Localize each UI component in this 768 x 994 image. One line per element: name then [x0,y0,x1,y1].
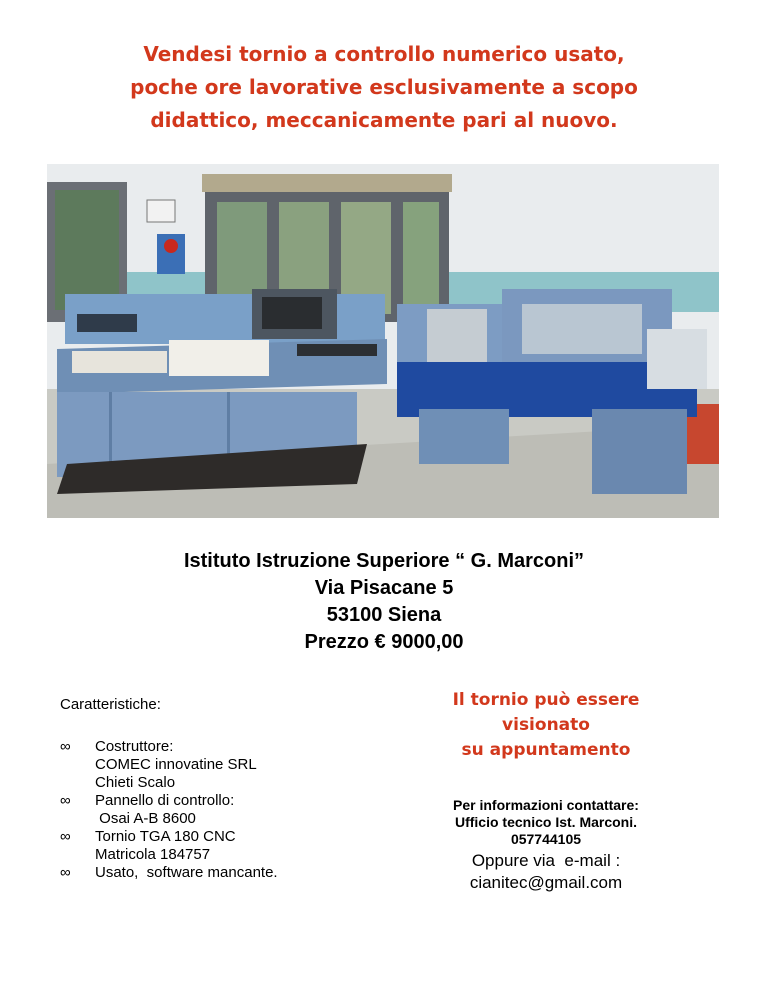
lathe-photo [47,164,719,518]
contact-intro: Per informazioni contattare: [453,797,639,813]
infinity-bullet-icon: ∞ [60,828,71,845]
specs-list [60,738,360,882]
spec-line: Chieti Scalo [95,774,176,791]
spec-line: Osai A-B 8600 [95,810,196,827]
viewing-notice [396,688,696,763]
infinity-bullet-icon: ∞ [60,864,71,881]
ad-headline [60,38,708,137]
viewing-line: su appuntamento [461,740,631,760]
list-item [60,828,360,864]
spec-line: COMEC innovatine SRL [95,756,257,773]
infinity-bullet-icon: ∞ [60,738,71,755]
specs-title: Caratteristiche: [60,696,161,713]
contact-phone: 057744105 [510,831,582,847]
spec-line: Tornio TGA 180 CNC [95,828,236,845]
list-item [60,738,360,792]
contact-email[interactable]: cianitec@gmail.com [469,873,623,892]
spec-line: Pannello di controllo: [95,792,235,809]
price: Prezzo € 9000,00 [304,631,464,653]
address-block [100,548,668,656]
list-item [60,864,360,882]
infinity-bullet-icon: ∞ [60,792,71,809]
headline-line: Vendesi tornio a controllo numerico usato, [143,42,625,66]
spec-line: Matricola 184757 [95,846,211,863]
contact-column [396,688,696,894]
viewing-line: visionato [502,715,590,735]
spec-line: Usato, software mancante. [95,864,278,881]
headline-line: poche ore lavorative esclusivamente a scopo [130,75,638,99]
spec-line: Costruttore: [95,738,174,755]
contact-alt-label: Oppure via e-mail : [471,851,621,870]
headline-line: didattico, meccanicamente pari al nuovo. [150,108,618,132]
contact-details [396,797,696,848]
contact-office: Ufficio tecnico Ist. Marconi. [454,814,638,830]
institute-name: Istituto Istruzione Superiore “ G. Marconi” [183,550,585,572]
contact-email-block [396,850,696,894]
street-address: Via Pisacane 5 [314,577,454,599]
list-item [60,792,360,828]
viewing-line: Il tornio può essere [452,690,640,710]
city: 53100 Siena [326,604,442,626]
